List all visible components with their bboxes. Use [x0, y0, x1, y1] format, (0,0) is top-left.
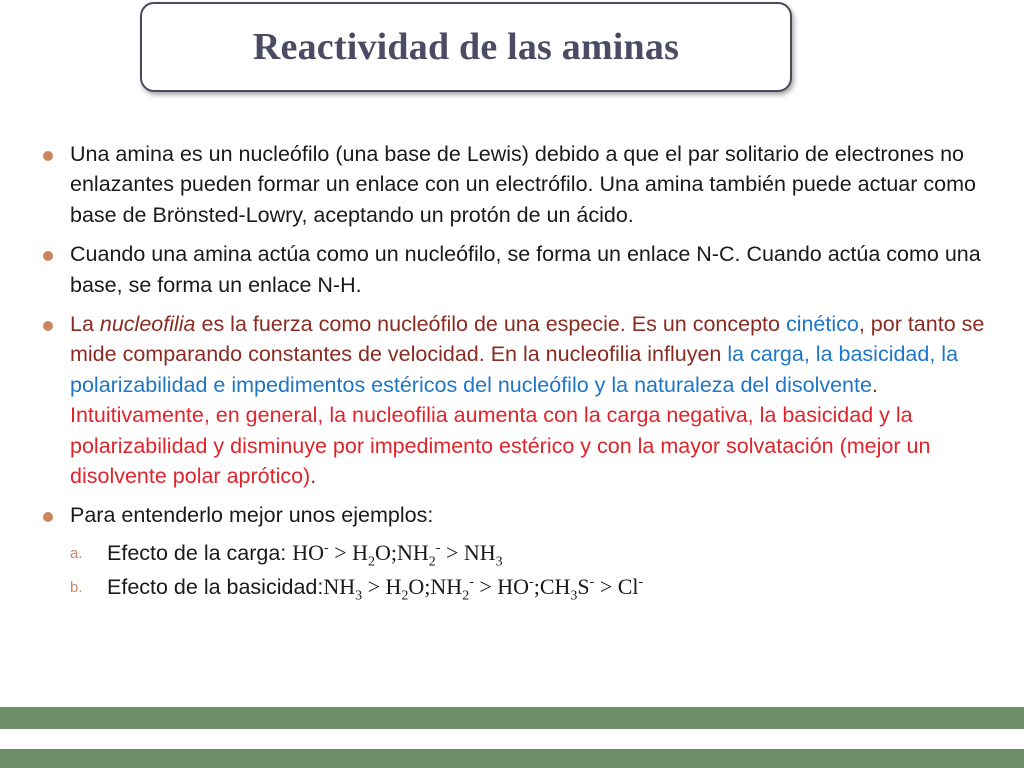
bullet-item-2 [40, 239, 1000, 300]
formula-b-text: O;NH [408, 574, 463, 600]
example-label-a: Efecto de la carga: [107, 540, 293, 565]
example-item-a [40, 538, 1000, 568]
formula-b-text: > HO [473, 574, 530, 600]
example-marker-b: b. [70, 579, 83, 597]
formula-b-text: > H [362, 574, 402, 600]
bullet-dot-icon [43, 512, 53, 522]
example-marker-a: a. [70, 544, 83, 562]
bullet-text-1: Una amina es un nucleófilo (una base de Lewis) debido a que el par solitario de electrones no enlazantes pueden formar un enlace con un electrófilo. Una amina también puede actuar como base de Brönsted-Lowry, aceptando un protón de un ácido. [70, 142, 976, 227]
formula-a-text: O;NH [375, 539, 429, 565]
bullet-3-end: . [310, 464, 317, 489]
formula-a-sup: - [324, 540, 329, 556]
example-label-b: Efecto de la basicidad: [107, 575, 324, 600]
example-item-b [40, 572, 1000, 602]
bullet-item-4 [40, 500, 1000, 530]
formula-b-sup: - [638, 574, 644, 590]
formula-b-sub: 3 [355, 588, 363, 604]
formula-b-sup: - [469, 574, 474, 590]
footer-band-top [0, 707, 1024, 729]
footer-band-bottom [0, 749, 1024, 768]
formula-b-sub: 2 [401, 588, 409, 604]
formula-a-text: > NH [440, 539, 496, 565]
formula-b-text: ;CH [533, 574, 571, 600]
bullet-3-period: . [871, 372, 878, 397]
formula-a [292, 539, 503, 570]
formula-b-text: S [577, 574, 590, 600]
bullet-dot-icon [43, 321, 53, 331]
bullet-dot-icon [43, 151, 53, 161]
bullet-3-definition: es la fuerza como nucleófilo de una especie. Es un concepto [195, 312, 786, 337]
bullet-3-factors: la carga, la basicidad, la polarizabilidad e impedimentos estéricos del nucleófilo y la naturaleza del disolvente [70, 342, 959, 397]
formula-b-text: > Cl [594, 574, 639, 600]
bullet-text-2: Cuando una amina actúa como un nucleófilo, se forma un enlace N-C. Cuando actúa como una base, se forma un enlace N-H. [70, 242, 981, 297]
slide-content [40, 139, 1000, 607]
bullet-3-measure: , por tanto se mide comparando constantes de velocidad. En la nucleofilia influyen [70, 312, 985, 367]
formula-b-sub: 3 [570, 588, 578, 604]
formula-a-sub: 3 [495, 554, 503, 570]
formula-b-text: NH [323, 574, 356, 600]
formula-a-sub: 2 [368, 554, 375, 570]
formula-b [323, 574, 644, 604]
formula-a-sup: - [435, 540, 441, 556]
bullet-list [40, 139, 1000, 531]
formula-a-text: HO [292, 539, 325, 565]
bullet-item-3 [40, 309, 1000, 491]
formula-a-sub: 2 [428, 554, 436, 570]
slide-title: Reactividad de las aminas [252, 26, 680, 68]
bullet-item-1 [40, 139, 1000, 230]
bullet-3-term: nucleofilia [99, 312, 196, 337]
example-list [40, 538, 1000, 603]
bullet-3-kinetic: cinético [785, 312, 859, 337]
bullet-text-4: Para entenderlo mejor unos ejemplos: [70, 503, 434, 528]
formula-b-sup: - [529, 574, 534, 590]
formula-b-sub: 2 [462, 588, 470, 604]
formula-a-text: > H [328, 539, 368, 565]
title-box [140, 2, 792, 92]
formula-b-sup: - [589, 574, 595, 590]
bullet-dot-icon [43, 251, 53, 261]
bullet-3-trend: Intuitivamente, en general, la nucleofilia aumenta con la carga negativa, la basicidad y la polarizabilidad y disminuye por impedimento estérico y con la mayor solvatación (mejor un disolvente polar aprótico) [70, 403, 931, 489]
bullet-3-intro: La [70, 312, 100, 337]
